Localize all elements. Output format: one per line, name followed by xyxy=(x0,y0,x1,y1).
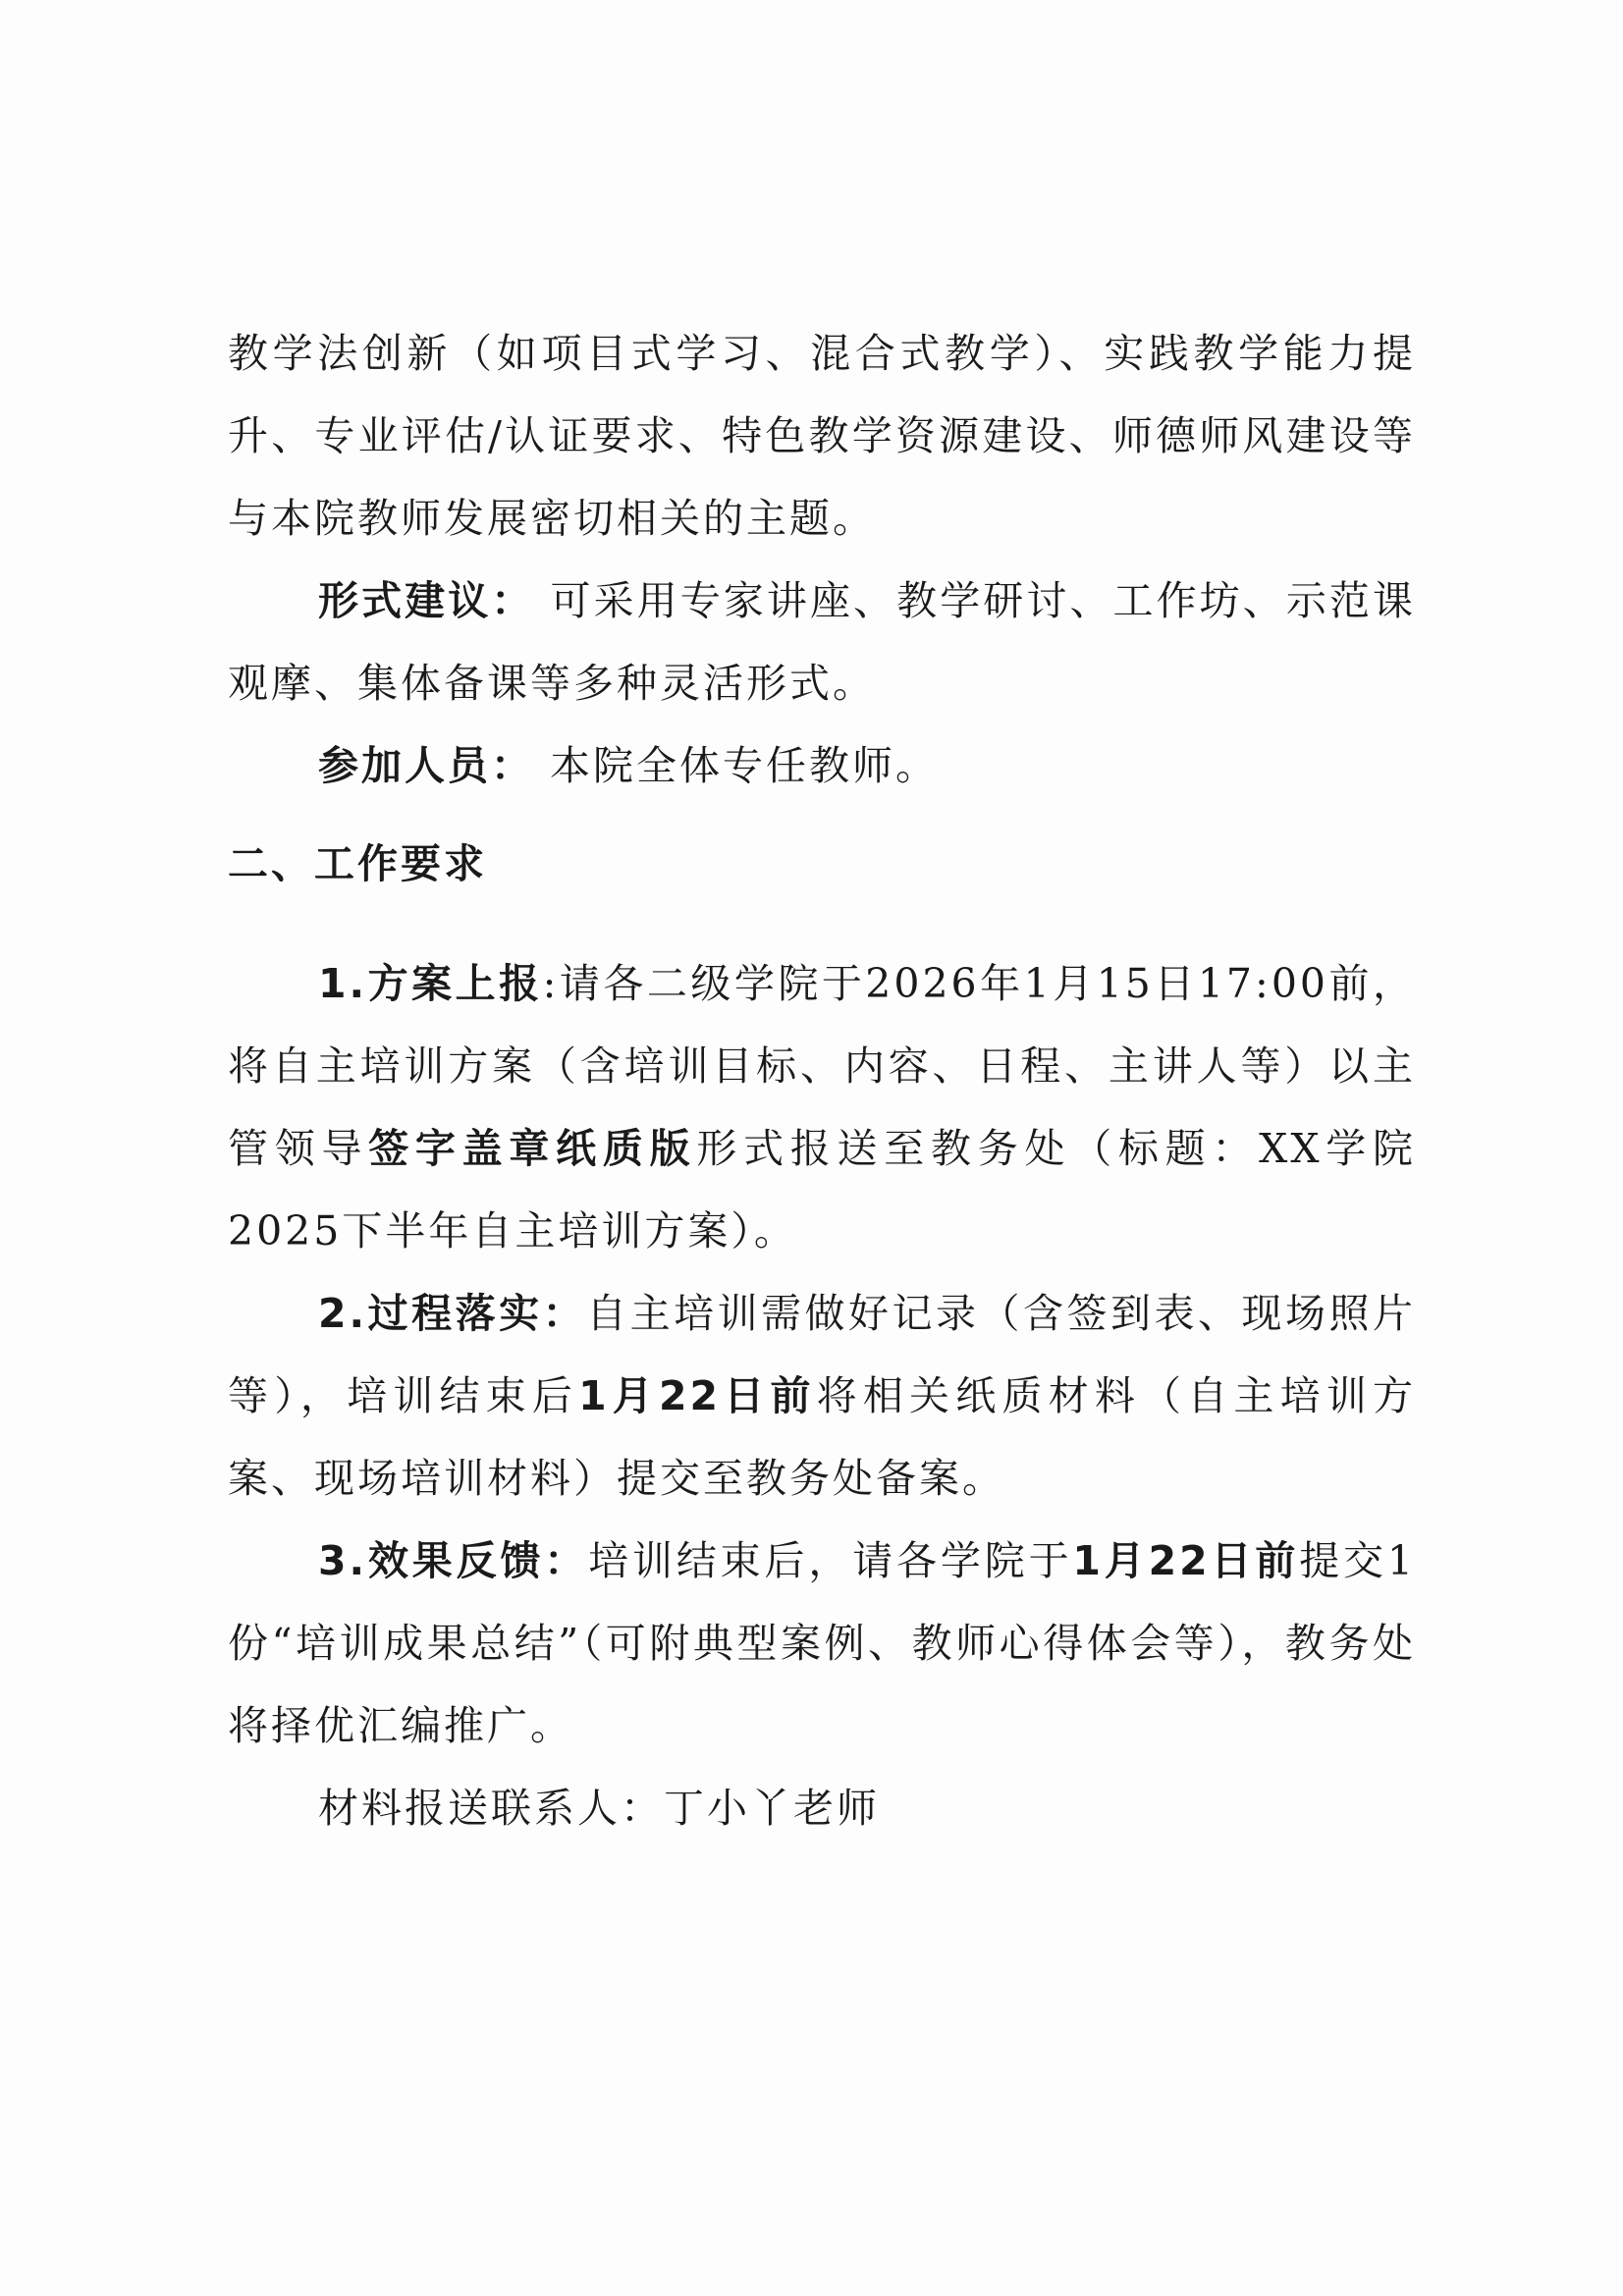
requirement-2-bold: 1月22日前 xyxy=(578,1372,817,1419)
requirement-3-text-a: 培训结束后，请各学院于 xyxy=(588,1537,1073,1584)
requirement-1-text-b: 形式报送至教务处（标题：XX学院2025下半年自主培训方案）。 xyxy=(228,1125,1416,1255)
section-heading: 二、工作要求 xyxy=(228,840,487,887)
requirement-1-text-a: :请各二级学院于2026年1月15日17:00前，将自主培训方案（含培训目标、内容、日程、主讲人等）以主管领导 xyxy=(228,960,1416,1172)
participants-label: 参加人员： xyxy=(318,742,534,789)
intro-paragraph xyxy=(228,312,1416,560)
requirement-2 xyxy=(228,1272,1416,1520)
participants-text: 本院全体专任教师。 xyxy=(550,742,940,789)
requirement-3 xyxy=(228,1520,1416,1767)
requirement-2-label: 2.过程落实： xyxy=(318,1290,587,1337)
requirement-3-bold: 1月22日前 xyxy=(1072,1537,1300,1584)
requirement-1-bold: 签字盖章纸质版 xyxy=(368,1125,697,1172)
format-text: 可采用专家讲座、教学研讨、工作坊、示范课观摩、集体备课等多种灵活形式。 xyxy=(228,577,1416,707)
contact-name: 丁小丫老师 xyxy=(664,1785,880,1832)
intro-text: 教学法创新（如项目式学习、混合式教学）、实践教学能力提升、专业评估/认证要求、特色教学资源建设、师德师风建设等与本院教师发展密切相关的主题。 xyxy=(228,330,1416,542)
document-body xyxy=(228,312,1416,1849)
requirement-2-text-b: 将相关纸质材料（自主培训方案、现场培训材料）提交至教务处备案。 xyxy=(228,1372,1417,1502)
requirement-3-label: 3.效果反馈： xyxy=(318,1537,589,1584)
requirement-1-label: 1.方案上报 xyxy=(318,960,543,1007)
requirement-1 xyxy=(228,942,1416,1272)
requirement-3-text-b: 提交1份“培训成果总结”（可附典型案例、教师心得体会等），教务处将择优汇编推广。 xyxy=(228,1537,1416,1749)
requirement-2-text-a: 自主培训需做好记录（含签到表、现场照片等），培训结束后 xyxy=(228,1290,1416,1419)
contact-label: 材料报送联系人： xyxy=(318,1785,664,1832)
contact-paragraph xyxy=(228,1767,1416,1849)
participants-paragraph xyxy=(228,724,1416,807)
format-label: 形式建议： xyxy=(318,577,535,624)
format-paragraph xyxy=(228,560,1416,724)
